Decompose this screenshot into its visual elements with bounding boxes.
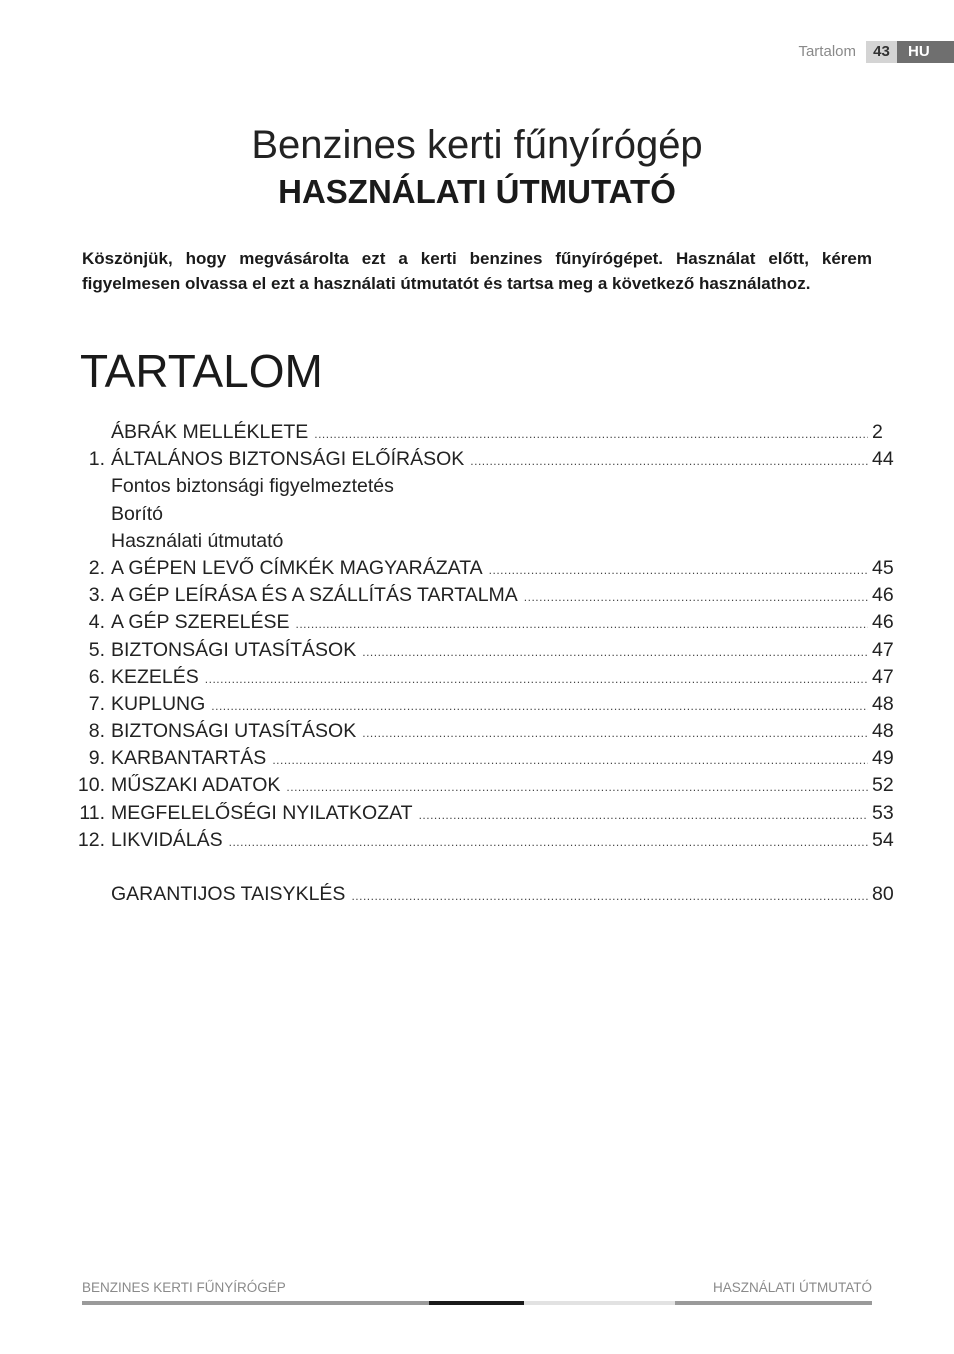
header-language-badge: HU	[897, 41, 954, 63]
toc-entry[interactable]	[0, 637, 954, 664]
footer-left-text: BENZINES KERTI FŰNYÍRÓGÉP	[82, 1280, 286, 1295]
toc-entry-label: KARBANTARTÁS	[111, 747, 267, 770]
toc-entry[interactable]	[0, 691, 954, 718]
toc-entry-page: 46	[872, 611, 894, 634]
toc-dot-leader	[272, 747, 868, 774]
toc-entry-label: Használati útmutató	[111, 529, 284, 552]
page-header	[798, 41, 954, 63]
toc-dot-leader	[295, 611, 868, 638]
toc-dot-leader	[524, 584, 868, 611]
toc-entry-number: 10.	[77, 774, 105, 797]
toc-entry-number: 7.	[88, 692, 105, 715]
footer-bar-segment	[524, 1301, 675, 1305]
header-section-title: Tartalom	[798, 43, 856, 60]
toc-entry[interactable]	[0, 881, 954, 908]
footer-bar-segment	[429, 1301, 524, 1305]
toc-entry-page: 44	[872, 448, 894, 471]
header-page-number: 43	[866, 41, 897, 63]
toc-dot-leader	[419, 802, 868, 829]
toc-entry-page: 45	[872, 556, 894, 579]
toc-entry-label: LIKVIDÁLÁS	[111, 828, 223, 851]
toc-entry-page: 49	[872, 747, 894, 770]
toc-dot-leader	[314, 421, 868, 448]
toc-entry[interactable]	[0, 501, 954, 528]
toc-entry-page: 48	[872, 720, 894, 743]
toc-dot-leader	[351, 883, 868, 910]
toc-entry[interactable]	[0, 854, 954, 881]
toc-entry-page: 54	[872, 828, 894, 851]
toc-entry[interactable]	[0, 555, 954, 582]
intro-paragraph: Köszönjük, hogy megvásárolta ezt a kerti benzines fűnyírógépet. Használat előtt, kérem figyelmesen olvassa el ezt a használati útmutatót és tartsa meg a következő használathoz.	[82, 249, 872, 293]
table-of-contents	[0, 419, 954, 908]
footer-bar-segment	[675, 1301, 872, 1305]
document-title: Benzines kerti fűnyírógép	[251, 123, 703, 167]
toc-entry-page: 52	[872, 774, 894, 797]
toc-entry-number: 9.	[88, 747, 105, 770]
toc-entry-label: Fontos biztonsági figyelmeztetés	[111, 475, 394, 498]
toc-entry[interactable]	[0, 745, 954, 772]
toc-entry-number: 3.	[88, 584, 105, 607]
toc-entry[interactable]	[0, 772, 954, 799]
toc-entry-label: BIZTONSÁGI UTASÍTÁSOK	[111, 638, 357, 661]
toc-entry-label: ÁLTALÁNOS BIZTONSÁGI ELŐÍRÁSOK	[111, 448, 465, 471]
toc-entry-label: A GÉP LEÍRÁSA ÉS A SZÁLLÍTÁS TARTALMA	[111, 584, 518, 607]
toc-entry-number: 8.	[88, 720, 105, 743]
toc-dot-leader	[286, 774, 868, 801]
document-subtitle: HASZNÁLATI ÚTMUTATÓ	[278, 173, 676, 210]
toc-dot-leader	[470, 448, 868, 475]
toc-entry[interactable]	[0, 718, 954, 745]
toc-entry-label: Borító	[111, 502, 164, 525]
toc-entry[interactable]	[0, 609, 954, 636]
toc-entry-label: A GÉP SZERELÉSE	[111, 611, 290, 634]
toc-entry-page: 80	[872, 883, 894, 906]
toc-dot-leader	[211, 693, 868, 720]
toc-entry-label: KUPLUNG	[111, 692, 206, 715]
toc-entry[interactable]	[0, 473, 954, 500]
toc-entry-number: 11.	[79, 801, 105, 824]
toc-entry-number: 1.	[88, 448, 105, 471]
toc-entry[interactable]	[0, 800, 954, 827]
toc-entry-page: 48	[872, 692, 894, 715]
toc-dot-leader	[362, 720, 868, 747]
footer-bar-segment	[82, 1301, 429, 1305]
toc-heading: TARTALOM	[80, 345, 323, 397]
toc-entry-label: MEGFELELŐSÉGI NYILATKOZAT	[111, 801, 413, 824]
toc-dot-leader	[489, 557, 868, 584]
toc-entry[interactable]	[0, 827, 954, 854]
toc-entry-page: 46	[872, 584, 894, 607]
toc-entry-page: 53	[872, 801, 894, 824]
toc-entry-label: BIZTONSÁGI UTASÍTÁSOK	[111, 720, 357, 743]
toc-entry-number: 2.	[88, 556, 105, 579]
toc-entry-number: 12.	[77, 828, 105, 851]
toc-entry-label: ÁBRÁK MELLÉKLETE	[111, 421, 309, 443]
toc-entry-label: GARANTIJOS TAISYKLÉS	[111, 883, 346, 906]
toc-entry-page: 2	[872, 421, 883, 443]
toc-entry-label: KEZELÉS	[111, 665, 199, 688]
toc-entry-number: 5.	[88, 638, 105, 661]
toc-entry-page: 47	[872, 638, 894, 661]
toc-entry-label: A GÉPEN LEVŐ CÍMKÉK MAGYARÁZATA	[111, 556, 483, 579]
toc-entry[interactable]	[0, 419, 954, 446]
toc-dot-leader	[362, 639, 868, 666]
toc-entry-page: 47	[872, 665, 894, 688]
toc-entry-label: MŰSZAKI ADATOK	[111, 774, 281, 797]
footer-bar	[82, 1301, 872, 1305]
toc-entry-number: 4.	[88, 611, 105, 634]
footer-right-text: HASZNÁLATI ÚTMUTATÓ	[712, 1280, 872, 1295]
toc-dot-leader	[205, 666, 868, 693]
toc-entry[interactable]	[0, 528, 954, 555]
toc-entry[interactable]	[0, 664, 954, 691]
toc-dot-leader	[229, 829, 868, 856]
toc-entry[interactable]	[0, 582, 954, 609]
toc-entry[interactable]	[0, 446, 954, 473]
toc-entry-number: 6.	[88, 665, 105, 688]
